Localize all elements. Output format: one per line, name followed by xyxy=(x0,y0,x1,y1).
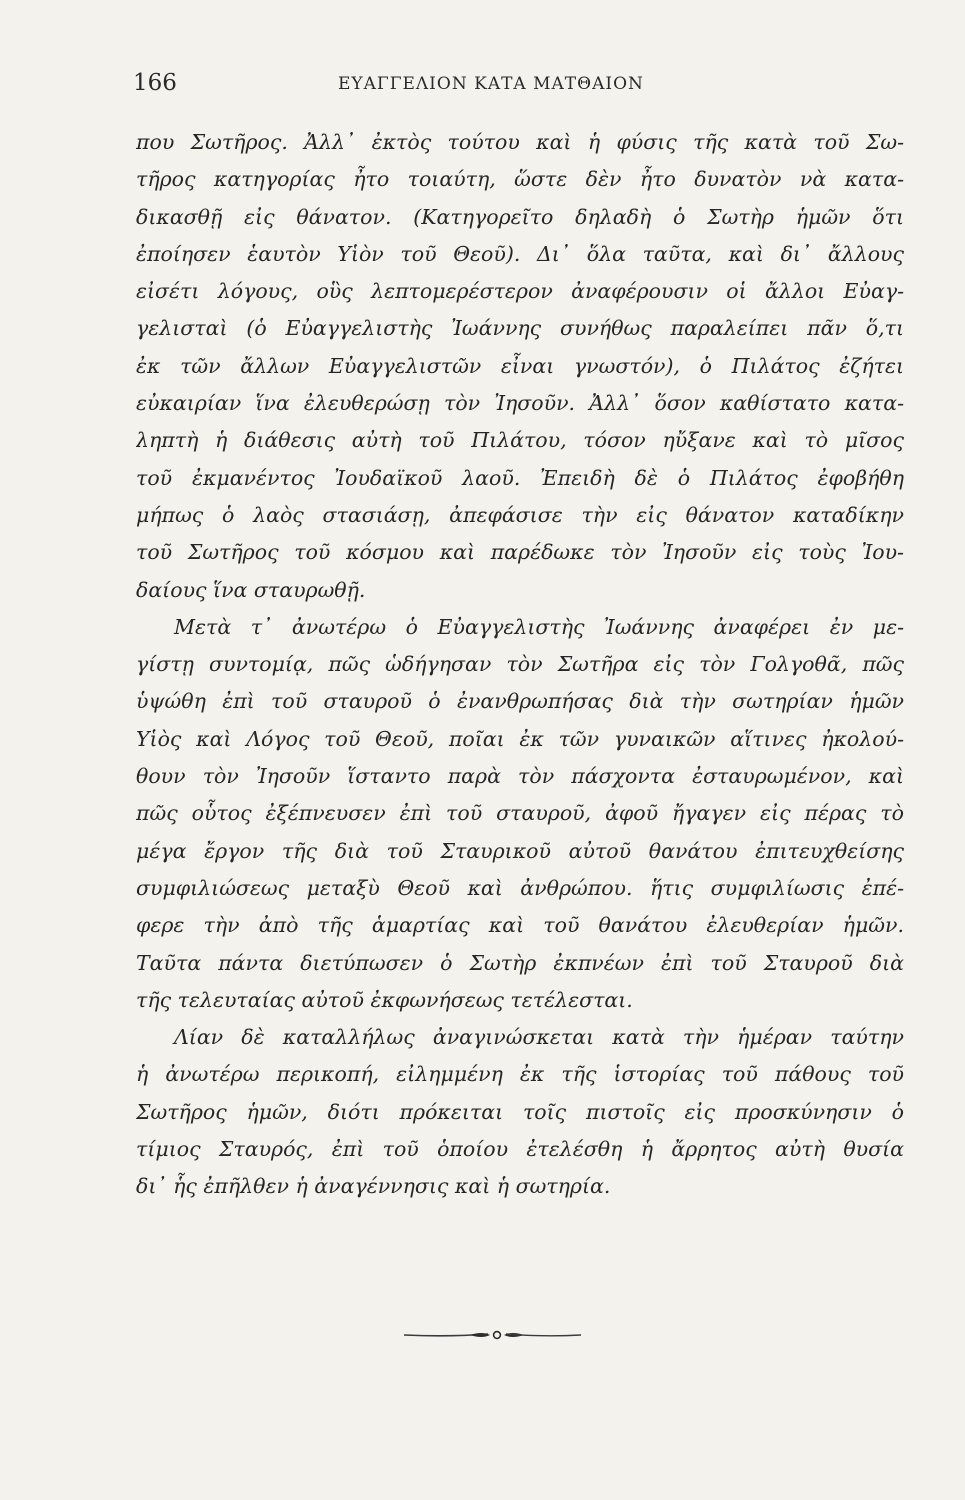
text-line: συμφιλιώσεως μεταξὺ Θεοῦ καὶ ἀνθρώπου. ἥτις συμφιλίωσις ἐπέ- xyxy=(136,875,904,900)
text-line: εἰσέτι λόγους, οὓς λεπτομερέστερον ἀναφέρουσιν οἱ ἄλλοι Εὐαγ- xyxy=(136,279,904,304)
text-line: μέγα ἔργον τῆς διὰ τοῦ Σταυρικοῦ αὐτοῦ θανάτου ἐπιτευχθείσης xyxy=(136,838,904,863)
text-line: πῶς οὗτος ἐξέπνευσεν ἐπὶ τοῦ σταυροῦ, ἀφοῦ ἤγαγεν εἰς πέρας τὸ xyxy=(136,801,904,826)
book-title: ΕΥΑΓΓΕΛΙΟΝ ΚΑΤΑ ΜΑΤΘΑΙΟΝ xyxy=(338,74,644,94)
text-line: μήπως ὁ λαὸς στασιάσῃ, ἀπεφάσισε τὴν εἰς θάνατον καταδίκην xyxy=(136,502,904,527)
text-line: τοῦ ἐκμανέντος Ἰουδαϊκοῦ λαοῦ. Ἐπειδὴ δὲ ὁ Πιλάτος ἐφοβήθη xyxy=(136,465,904,490)
paragraph-end-line: δαίους ἵνα σταυρωθῇ. xyxy=(136,577,366,602)
paragraph-end-line: τῆς τελευταίας αὐτοῦ ἐκφωνήσεως τετέλεσται. xyxy=(136,987,633,1012)
text-line: τίμιος Σταυρός, ἐπὶ τοῦ ὁποίου ἐτελέσθη ἡ ἄρρητος αὐτὴ θυσία xyxy=(136,1137,904,1162)
text-line: τῆρος κατηγορίας ἦτο τοιαύτη, ὥστε δὲν ἦτο δυνατὸν νὰ κατα- xyxy=(136,167,904,192)
page-number: 166 xyxy=(133,70,177,96)
text-line: τοῦ Σωτῆρος τοῦ κόσμου καὶ παρέδωκε τὸν Ἰησοῦν εἰς τοὺς Ἰου- xyxy=(136,540,904,565)
text-line: Υἱὸς καὶ Λόγος τοῦ Θεοῦ, ποῖαι ἐκ τῶν γυναικῶν αἵτινες ἠκολού- xyxy=(136,726,904,751)
paragraph-end-line: δι᾽ ἧς ἐπῆλθεν ἡ ἀναγέννησις καὶ ἡ σωτηρία. xyxy=(136,1174,611,1199)
text-line: εὐκαιρίαν ἵνα ἐλευθερώσῃ τὸν Ἰησοῦν. Ἀλλ᾽ ὅσον καθίστατο κατα- xyxy=(136,391,904,416)
text-line: ληπτὴ ἡ διάθεσις αὐτὴ τοῦ Πιλάτου, τόσον ηὔξανε καὶ τὸ μῖσος xyxy=(136,428,904,453)
running-head xyxy=(133,70,893,106)
text-line: γελισταὶ (ὁ Εὐαγγελιστὴς Ἰωάννης συνήθως παραλείπει πᾶν ὅ,τι xyxy=(136,316,904,341)
section-end-ornament xyxy=(400,1325,585,1345)
paragraph-start-line: Μετὰ τ᾽ ἀνωτέρω ὁ Εὐαγγελιστὴς Ἰωάννης ἀναφέρει ἐν με- xyxy=(174,614,904,639)
text-line: ὑψώθη ἐπὶ τοῦ σταυροῦ ὁ ἐνανθρωπήσας διὰ τὴν σωτηρίαν ἡμῶν xyxy=(136,689,904,714)
text-line: θουν τὸν Ἰησοῦν ἵσταντο παρὰ τὸν πάσχοντα ἐσταυρωμένον, καὶ xyxy=(136,764,904,789)
text-line: δικασθῇ εἰς θάνατον. (Κατηγορεῖτο δηλαδὴ ὁ Σωτὴρ ἡμῶν ὅτι xyxy=(136,204,904,229)
paragraph-start-line: Λίαν δὲ καταλλήλως ἀναγινώσκεται κατὰ τὴν ἡμέραν ταύτην xyxy=(174,1025,904,1050)
text-line: ἡ ἀνωτέρω περικοπή, εἰλημμένη ἐκ τῆς ἱστορίας τοῦ πάθους τοῦ xyxy=(136,1062,904,1087)
text-line: γίστῃ συντομίᾳ, πῶς ὡδήγησαν τὸν Σωτῆρα εἰς τὸν Γολγοθᾶ, πῶς xyxy=(136,652,904,677)
body-text xyxy=(136,124,904,1206)
text-line: ἐποίησεν ἑαυτὸν Υἱὸν τοῦ Θεοῦ). Δι᾽ ὅλα ταῦτα, καὶ δι᾽ ἄλλους xyxy=(136,241,904,266)
text-line: Σωτῆρος ἡμῶν, διότι πρόκειται τοῖς πιστοῖς εἰς προσκύνησιν ὁ xyxy=(136,1099,904,1124)
text-line: ἐκ τῶν ἄλλων Εὐαγγελιστῶν εἶναι γνωστόν), ὁ Πιλάτος ἐζήτει xyxy=(136,353,904,378)
text-line: που Σωτῆρος. Ἀλλ᾽ ἐκτὸς τούτου καὶ ἡ φύσις τῆς κατὰ τοῦ Σω- xyxy=(136,130,904,154)
text-line: Ταῦτα πάντα διετύπωσεν ὁ Σωτὴρ ἐκπνέων ἐπὶ τοῦ Σταυροῦ διὰ xyxy=(136,950,904,975)
text-line: φερε τὴν ἀπὸ τῆς ἁμαρτίας καὶ τοῦ θανάτου ἐλευθερίαν ἡμῶν. xyxy=(136,913,904,938)
